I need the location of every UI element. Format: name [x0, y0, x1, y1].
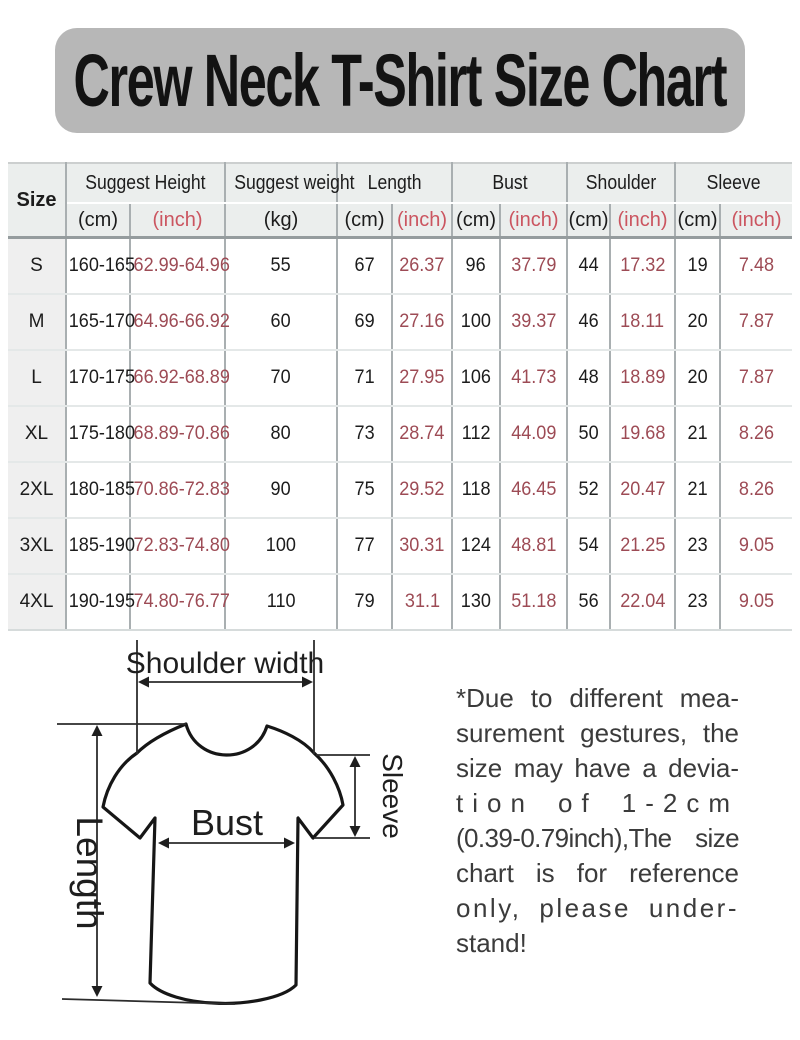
table-cell-value: 8.26 — [738, 479, 775, 500]
table-cell-value: 190-195 — [68, 591, 135, 612]
table-cell-value: 100 — [265, 535, 297, 556]
table-cell-value: 48.81 — [510, 535, 557, 556]
table-cell-value: 118 — [461, 479, 491, 500]
table-cell-value: 73 — [354, 423, 375, 444]
table-cell-value: 66.92-68.89 — [133, 367, 230, 388]
table-cell — [392, 238, 452, 295]
column-header-bust — [452, 163, 567, 203]
tshirt-measurement-diagram — [0, 628, 460, 1040]
table-cell — [567, 294, 610, 350]
arrowhead — [92, 725, 103, 736]
table-cell-value: 23 — [687, 591, 708, 612]
table-cell — [392, 462, 452, 518]
table-cell — [452, 462, 500, 518]
table-cell-value: 100 — [460, 311, 492, 332]
table-cell — [66, 518, 135, 574]
unit-header: (inch) — [130, 203, 225, 238]
table-cell — [66, 350, 135, 406]
size-row-m — [8, 294, 792, 350]
table-cell-value: 23 — [687, 535, 708, 556]
table-cell-value: 71 — [354, 367, 375, 388]
table-cell — [500, 350, 567, 406]
note-line: size may have a devia- — [456, 753, 739, 783]
table-cell-value: 67 — [354, 255, 375, 276]
unit-header: (inch) — [500, 203, 567, 238]
table-cell-value: 165-170 — [68, 311, 135, 332]
table-cell-value: 62.99-64.96 — [133, 255, 230, 276]
table-cell — [452, 406, 500, 462]
size-label-cell: 2XL — [8, 462, 66, 518]
table-cell-value: 69 — [354, 311, 375, 332]
note-line: only, please under- — [456, 893, 739, 923]
size-row-3xl — [8, 518, 792, 574]
sleeve-label: Sleeve — [377, 753, 408, 839]
table-cell — [337, 518, 392, 574]
table-cell-value: 20.47 — [619, 479, 666, 500]
table-cell-value: 54 — [578, 535, 599, 556]
table-cell-value: 18.11 — [620, 311, 665, 332]
table-cell — [452, 238, 500, 295]
page-title: Crew Neck T-Shirt Size Chart — [73, 39, 727, 122]
table-cell — [500, 294, 567, 350]
bust-label: Bust — [190, 802, 264, 843]
arrowhead — [350, 756, 361, 767]
table-cell-value: 7.87 — [738, 367, 775, 388]
table-cell — [225, 462, 337, 518]
table-cell — [720, 350, 792, 406]
table-cell — [610, 238, 675, 295]
table-cell — [452, 294, 500, 350]
table-cell — [337, 406, 392, 462]
table-cell-value: 112 — [461, 423, 491, 444]
column-header-size — [8, 163, 66, 238]
size-row-xl — [8, 406, 792, 462]
table-cell-value: 19 — [687, 255, 708, 276]
table-cell-value: 124 — [460, 535, 492, 556]
table-cell — [720, 238, 792, 295]
table-cell — [66, 294, 135, 350]
table-cell-value: 7.87 — [738, 311, 775, 332]
unit-header: (cm) — [452, 203, 500, 238]
table-cell-value: 27.95 — [399, 367, 445, 388]
unit-header: (kg) — [225, 203, 337, 238]
table-cell — [130, 574, 230, 630]
table-cell-value: 180-185 — [68, 479, 135, 500]
size-row-2xl — [8, 462, 792, 518]
table-cell-value: 28.74 — [399, 423, 445, 444]
table-cell-value: 8.26 — [738, 423, 775, 444]
table-cell — [225, 574, 337, 630]
table-cell-value: 106 — [460, 367, 492, 388]
table-cell-value: 46.45 — [510, 479, 557, 500]
size-label-cell: 3XL — [8, 518, 66, 574]
arrowhead — [92, 986, 103, 997]
table-cell — [392, 406, 452, 462]
table-cell-value: 7.48 — [738, 255, 775, 276]
table-header — [8, 163, 792, 238]
table-cell — [567, 350, 610, 406]
table-cell-value: 37.79 — [510, 255, 557, 276]
length-label: Length — [69, 816, 110, 930]
size-row-s — [8, 238, 792, 295]
table-cell — [500, 574, 567, 630]
measurement-note — [456, 681, 739, 961]
size-row-4xl — [8, 574, 792, 630]
column-header-shoulder — [567, 163, 675, 203]
table-cell-value: 185-190 — [68, 535, 135, 556]
title-banner — [55, 28, 745, 133]
table-cell-value: 75 — [354, 479, 375, 500]
table-cell-value: 50 — [578, 423, 599, 444]
table-cell — [675, 238, 720, 295]
table-cell-value: 72.83-74.80 — [133, 535, 230, 556]
table-cell-value: 80 — [270, 423, 292, 444]
column-header-label: Size — [16, 188, 57, 211]
table-cell-value: 39.37 — [510, 311, 557, 332]
table-cell-value: 18.89 — [619, 367, 666, 388]
shoulder-width-label: Shoulder width — [125, 647, 325, 680]
table-cell — [500, 462, 567, 518]
unit-header: (cm) — [66, 203, 130, 238]
arrowhead — [350, 826, 361, 837]
table-cell — [610, 294, 675, 350]
table-cell — [337, 462, 392, 518]
table-cell-value: 60 — [270, 311, 292, 332]
unit-header: (cm) — [337, 203, 392, 238]
table-cell — [610, 574, 675, 630]
table-cell-value: 21 — [687, 479, 708, 500]
arrowhead — [158, 838, 169, 849]
table-cell — [452, 350, 500, 406]
table-cell — [610, 406, 675, 462]
table-cell — [452, 574, 500, 630]
table-cell-value: 52 — [578, 479, 599, 500]
table-cell-value: 160-165 — [68, 255, 135, 276]
column-header-suggest-weight — [225, 163, 355, 203]
table-cell-value: 130 — [460, 591, 492, 612]
table-cell — [66, 462, 135, 518]
size-label-cell: 4XL — [8, 574, 66, 630]
table-cell — [225, 406, 337, 462]
table-cell — [675, 574, 720, 630]
table-cell-value: 20 — [687, 311, 708, 332]
table-cell — [392, 350, 452, 406]
table-cell-value: 21.25 — [619, 535, 666, 556]
table-cell-value: 77 — [354, 535, 375, 556]
table-cell — [500, 518, 567, 574]
table-cell-value: 9.05 — [738, 535, 775, 556]
unit-header: (inch) — [720, 203, 792, 238]
table-cell — [337, 350, 392, 406]
table-body — [8, 238, 792, 631]
table-cell — [567, 238, 610, 295]
table-cell — [720, 406, 792, 462]
table-cell — [66, 238, 135, 295]
arrowhead — [284, 838, 295, 849]
table-cell-value: 110 — [266, 591, 296, 612]
table-cell-value: 74.80-76.77 — [133, 591, 230, 612]
table-cell — [610, 350, 675, 406]
table-cell-value: 170-175 — [68, 367, 135, 388]
table-cell — [675, 350, 720, 406]
column-header-label: Shoulder — [585, 171, 657, 194]
column-header-suggest-height — [66, 163, 225, 203]
table-cell — [225, 294, 337, 350]
table-cell-value: 70 — [270, 367, 292, 388]
table-cell — [392, 294, 452, 350]
table-cell — [500, 238, 567, 295]
size-chart-table — [8, 162, 792, 631]
table-cell — [452, 518, 500, 574]
table-cell-value: 46 — [578, 311, 599, 332]
column-header-label: Suggest weight — [234, 171, 355, 194]
table-cell-value: 90 — [270, 479, 292, 500]
size-label-cell: M — [8, 294, 66, 350]
table-cell — [610, 518, 675, 574]
table-cell — [130, 294, 230, 350]
note-line: surement gestures, the — [456, 718, 739, 748]
size-row-l — [8, 350, 792, 406]
table-cell-value: 29.52 — [399, 479, 445, 500]
table-cell-value: 44.09 — [510, 423, 557, 444]
table-cell-value: 70.86-72.83 — [133, 479, 230, 500]
size-label-cell: XL — [8, 406, 66, 462]
note-line: *Due to different mea- — [456, 683, 739, 713]
table-cell — [720, 518, 792, 574]
column-header-label: Bust — [491, 171, 528, 194]
table-cell — [675, 294, 720, 350]
unit-header: (cm) — [567, 203, 610, 238]
table-cell — [337, 238, 392, 295]
column-header-label: Suggest Height — [85, 171, 206, 194]
table-cell-value: 68.89-70.86 — [133, 423, 230, 444]
table-cell — [225, 350, 337, 406]
table-cell — [567, 574, 610, 630]
note-line: tion of 1-2cm — [456, 788, 739, 818]
table-cell-value: 55 — [270, 255, 292, 276]
unit-header: (inch) — [610, 203, 675, 238]
table-cell — [130, 406, 230, 462]
table-cell-value: 48 — [578, 367, 599, 388]
table-cell — [130, 462, 230, 518]
size-label-cell: L — [8, 350, 66, 406]
table-cell-value: 21 — [687, 423, 708, 444]
table-cell-value: 19.68 — [619, 423, 666, 444]
table-cell — [567, 462, 610, 518]
column-header-label: Length — [367, 171, 422, 194]
table-cell — [66, 406, 135, 462]
note-line: (0.39-0.79inch),The size — [456, 823, 739, 853]
table-cell-value: 27.16 — [399, 311, 445, 332]
table-cell — [675, 518, 720, 574]
note-line: stand! — [456, 928, 527, 958]
table-cell-value: 30.31 — [399, 535, 445, 556]
table-cell — [720, 574, 792, 630]
table-cell-value: 96 — [465, 255, 487, 276]
note-line: chart is for reference — [456, 858, 739, 888]
table-cell-value: 9.05 — [738, 591, 775, 612]
table-cell — [225, 518, 337, 574]
table-cell-value: 79 — [354, 591, 375, 612]
table-cell-value: 64.96-66.92 — [133, 311, 230, 332]
table-cell-value: 44 — [578, 255, 599, 276]
table-cell-value: 56 — [578, 591, 599, 612]
size-label-cell: S — [8, 238, 66, 295]
unit-header: (inch) — [392, 203, 452, 238]
table-cell — [392, 518, 452, 574]
table-cell-value: 22.04 — [619, 591, 666, 612]
table-cell — [225, 238, 337, 295]
table-cell-value: 41.73 — [510, 367, 557, 388]
table-cell — [130, 518, 230, 574]
table-cell-value: 175-180 — [68, 423, 135, 444]
table-cell-value: 51.18 — [510, 591, 557, 612]
table-cell — [720, 462, 792, 518]
table-cell — [337, 294, 392, 350]
table-cell — [337, 574, 392, 630]
table-cell — [500, 406, 567, 462]
table-cell — [130, 238, 230, 295]
table-cell-value: 31.1 — [404, 591, 440, 612]
table-cell — [567, 406, 610, 462]
table-cell-value: 17.32 — [619, 255, 666, 276]
table-cell — [720, 294, 792, 350]
table-cell — [567, 518, 610, 574]
table-cell — [675, 406, 720, 462]
column-header-sleeve — [675, 163, 792, 203]
table-cell — [610, 462, 675, 518]
table-cell — [66, 574, 135, 630]
table-cell-value: 20 — [687, 367, 708, 388]
table-cell — [130, 350, 230, 406]
table-cell — [392, 574, 452, 630]
table-cell — [675, 462, 720, 518]
unit-header: (cm) — [675, 203, 720, 238]
table-cell-value: 26.37 — [399, 255, 445, 276]
column-header-label: Sleeve — [707, 171, 761, 194]
tshirt-outline — [103, 724, 343, 1003]
